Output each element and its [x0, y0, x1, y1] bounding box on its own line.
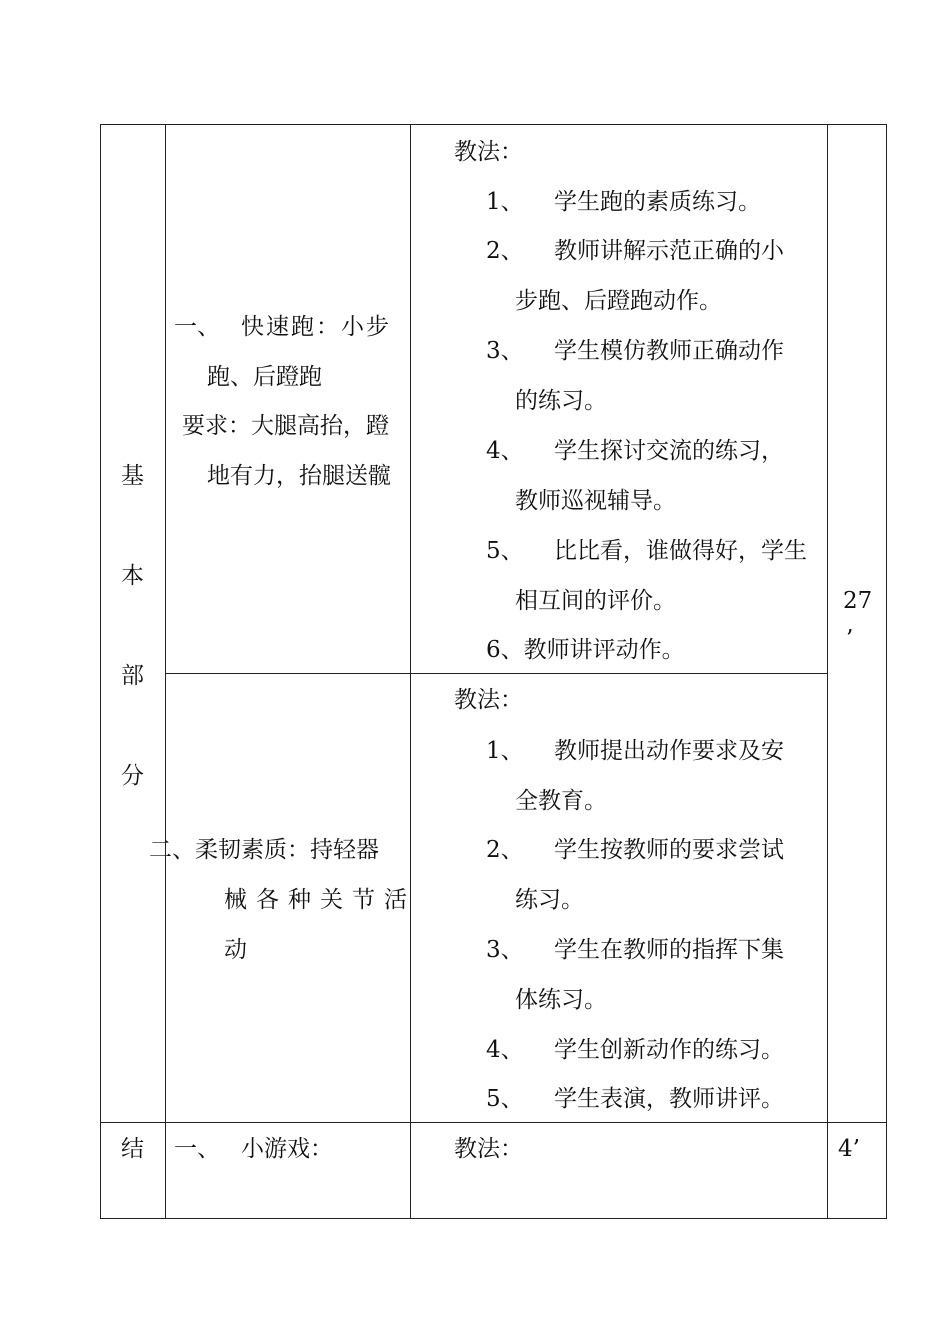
table-left-border — [100, 124, 101, 1219]
method-item-number: 3、 — [486, 937, 524, 963]
method-item-text-cont: 体练习。 — [515, 987, 607, 1013]
section-label-end: 结 — [121, 1136, 144, 1162]
method-item-last: 6、教师讲评动作。 — [486, 637, 685, 663]
method-item-text: 学生跑的素质练习。 — [554, 189, 761, 215]
method-item-number: 4、 — [486, 1037, 524, 1063]
method-item-number: 1、 — [486, 189, 524, 215]
content-item-number: 一、 — [174, 1136, 220, 1162]
content-item-title-cont: 跑、后蹬跑 — [207, 364, 322, 390]
column-divider-1 — [165, 124, 166, 1219]
method-item-text-cont: 步跑、后蹬跑动作。 — [515, 288, 722, 314]
method-heading: 教法： — [454, 139, 523, 165]
section-label-char: 部 — [121, 663, 144, 689]
content-item-title: 快速跑：小步 — [241, 314, 391, 340]
content-item-title: 小游戏： — [241, 1136, 333, 1162]
method-item-text: 学生在教师的指挥下集 — [554, 937, 784, 963]
method-item-number: 5、 — [486, 1086, 524, 1112]
content-requirement: 要求：大腿高抬，蹬 — [182, 413, 389, 439]
method-item-text-cont: 的练习。 — [515, 388, 607, 414]
content-item-title: 二、柔韧素质：持轻器 — [149, 837, 379, 863]
time-mark: ’ — [846, 626, 854, 652]
method-heading: 教法： — [454, 687, 523, 713]
method-item-number: 2、 — [486, 238, 524, 264]
column-divider-3 — [827, 124, 828, 1219]
time-value: 4’ — [838, 1136, 860, 1162]
content-item-title-cont: 动 — [224, 937, 247, 963]
method-item-text: 学生表演，教师讲评。 — [554, 1086, 784, 1112]
section-label-char: 本 — [121, 563, 144, 589]
method-item-text: 学生创新动作的练习。 — [554, 1037, 784, 1063]
method-item-number: 4、 — [486, 438, 524, 464]
method-item-text-cont: 教师巡视辅导。 — [515, 488, 676, 514]
method-item-number: 1、 — [486, 738, 524, 764]
table-top-border — [100, 124, 887, 125]
content-item-title-cont: 械各种关节活 — [224, 887, 416, 913]
content-requirement-cont: 地有力，抬腿送髋 — [207, 463, 391, 489]
method-heading: 教法： — [454, 1136, 523, 1162]
method-item-text: 比比看，谁做得好，学生 — [554, 538, 807, 564]
table-bottom-border — [100, 1218, 887, 1219]
method-item-text: 学生模仿教师正确动作 — [554, 338, 784, 364]
content-item-number: 一、 — [174, 314, 220, 340]
method-item-text: 教师提出动作要求及安 — [554, 738, 784, 764]
method-item-number: 2、 — [486, 837, 524, 863]
method-item-text: 教师讲解示范正确的小 — [554, 238, 784, 264]
section-label-char: 基 — [121, 463, 144, 489]
method-item-text-cont: 相互间的评价。 — [515, 588, 676, 614]
method-item-text: 学生按教师的要求尝试 — [554, 837, 784, 863]
row-divider-end — [100, 1122, 887, 1123]
table-right-border — [886, 124, 887, 1219]
method-item-text: 学生探讨交流的练习， — [554, 438, 784, 464]
section-label-char: 分 — [121, 763, 144, 789]
method-item-number: 3、 — [486, 338, 524, 364]
method-item-number: 5、 — [486, 538, 524, 564]
row-divider-basic-inner — [165, 673, 827, 674]
method-item-text-cont: 全教育。 — [515, 788, 607, 814]
column-divider-2 — [410, 124, 411, 1219]
method-item-text-cont: 练习。 — [515, 887, 584, 913]
time-value: 27 — [843, 588, 873, 614]
